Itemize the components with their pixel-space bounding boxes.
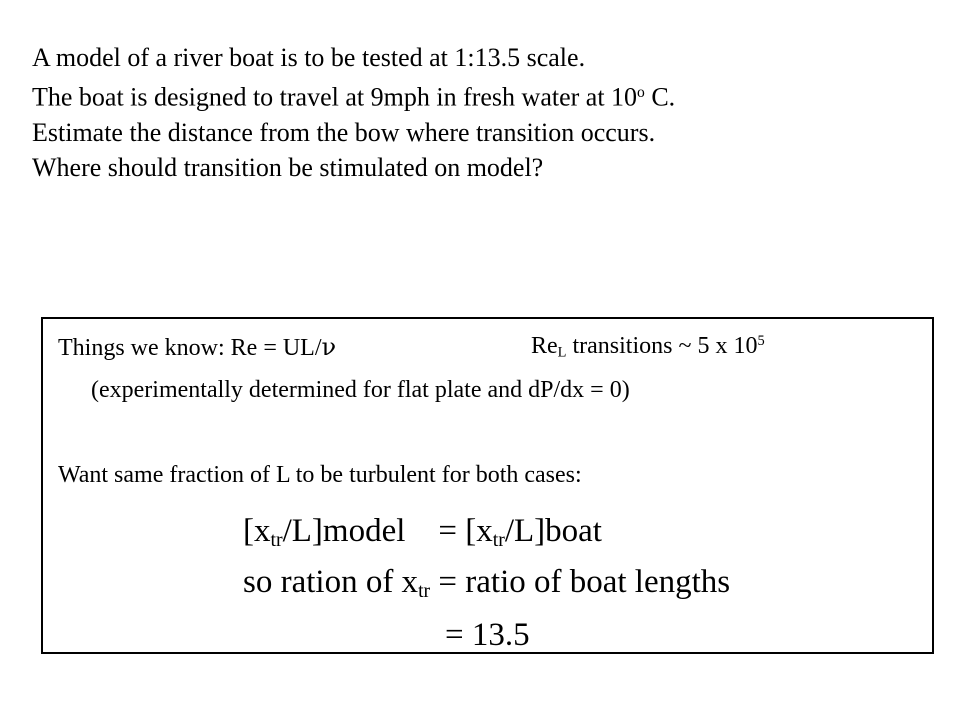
eq-mid: /L]model = [x: [282, 513, 493, 549]
want-line: Want same fraction of L to be turbulent for both cases:: [58, 462, 582, 488]
ratio-line: [243, 564, 730, 603]
eq-sub-1: tr: [270, 528, 283, 551]
known-prefix: Things we know: Re = UL/: [58, 335, 322, 361]
transitions-text: transitions ~ 5 x 10: [566, 333, 758, 359]
eq-end: /L]boat: [504, 513, 602, 549]
problem-statement: [32, 40, 957, 185]
ratio-end: = ratio of boat lengths: [430, 564, 731, 600]
transition-line: [531, 333, 765, 362]
experimental-note: (experimentally determined for flat plate and dP/dx = 0): [91, 377, 630, 403]
problem-line-2-text: The boat is designed to travel at 9mph in fresh water at 10: [32, 82, 638, 112]
eq-sub-2: tr: [492, 528, 505, 551]
nu-symbol: ν: [321, 333, 337, 361]
ratio-prefix: so ration of x: [243, 564, 419, 600]
problem-line-2: [32, 75, 957, 115]
equation-line: [243, 513, 602, 552]
degree-superscript: o: [637, 84, 645, 101]
re-label: Re: [531, 333, 558, 359]
problem-line-1: A model of a river boat is to be tested at 1:13.5 scale.: [32, 43, 586, 72]
known-line: [58, 333, 336, 362]
re-subscript: L: [557, 344, 567, 361]
problem-line-2-end: C.: [644, 82, 676, 112]
exponent: 5: [757, 333, 765, 350]
solution-box: [41, 317, 934, 654]
problem-line-4: Where should transition be stimulated on model?: [32, 152, 544, 182]
ratio-sub: tr: [418, 579, 431, 602]
problem-line-3: Estimate the distance from the bow where transition occurs.: [32, 117, 656, 147]
result-line: = 13.5: [445, 617, 530, 653]
eq-open: [x: [243, 513, 271, 549]
